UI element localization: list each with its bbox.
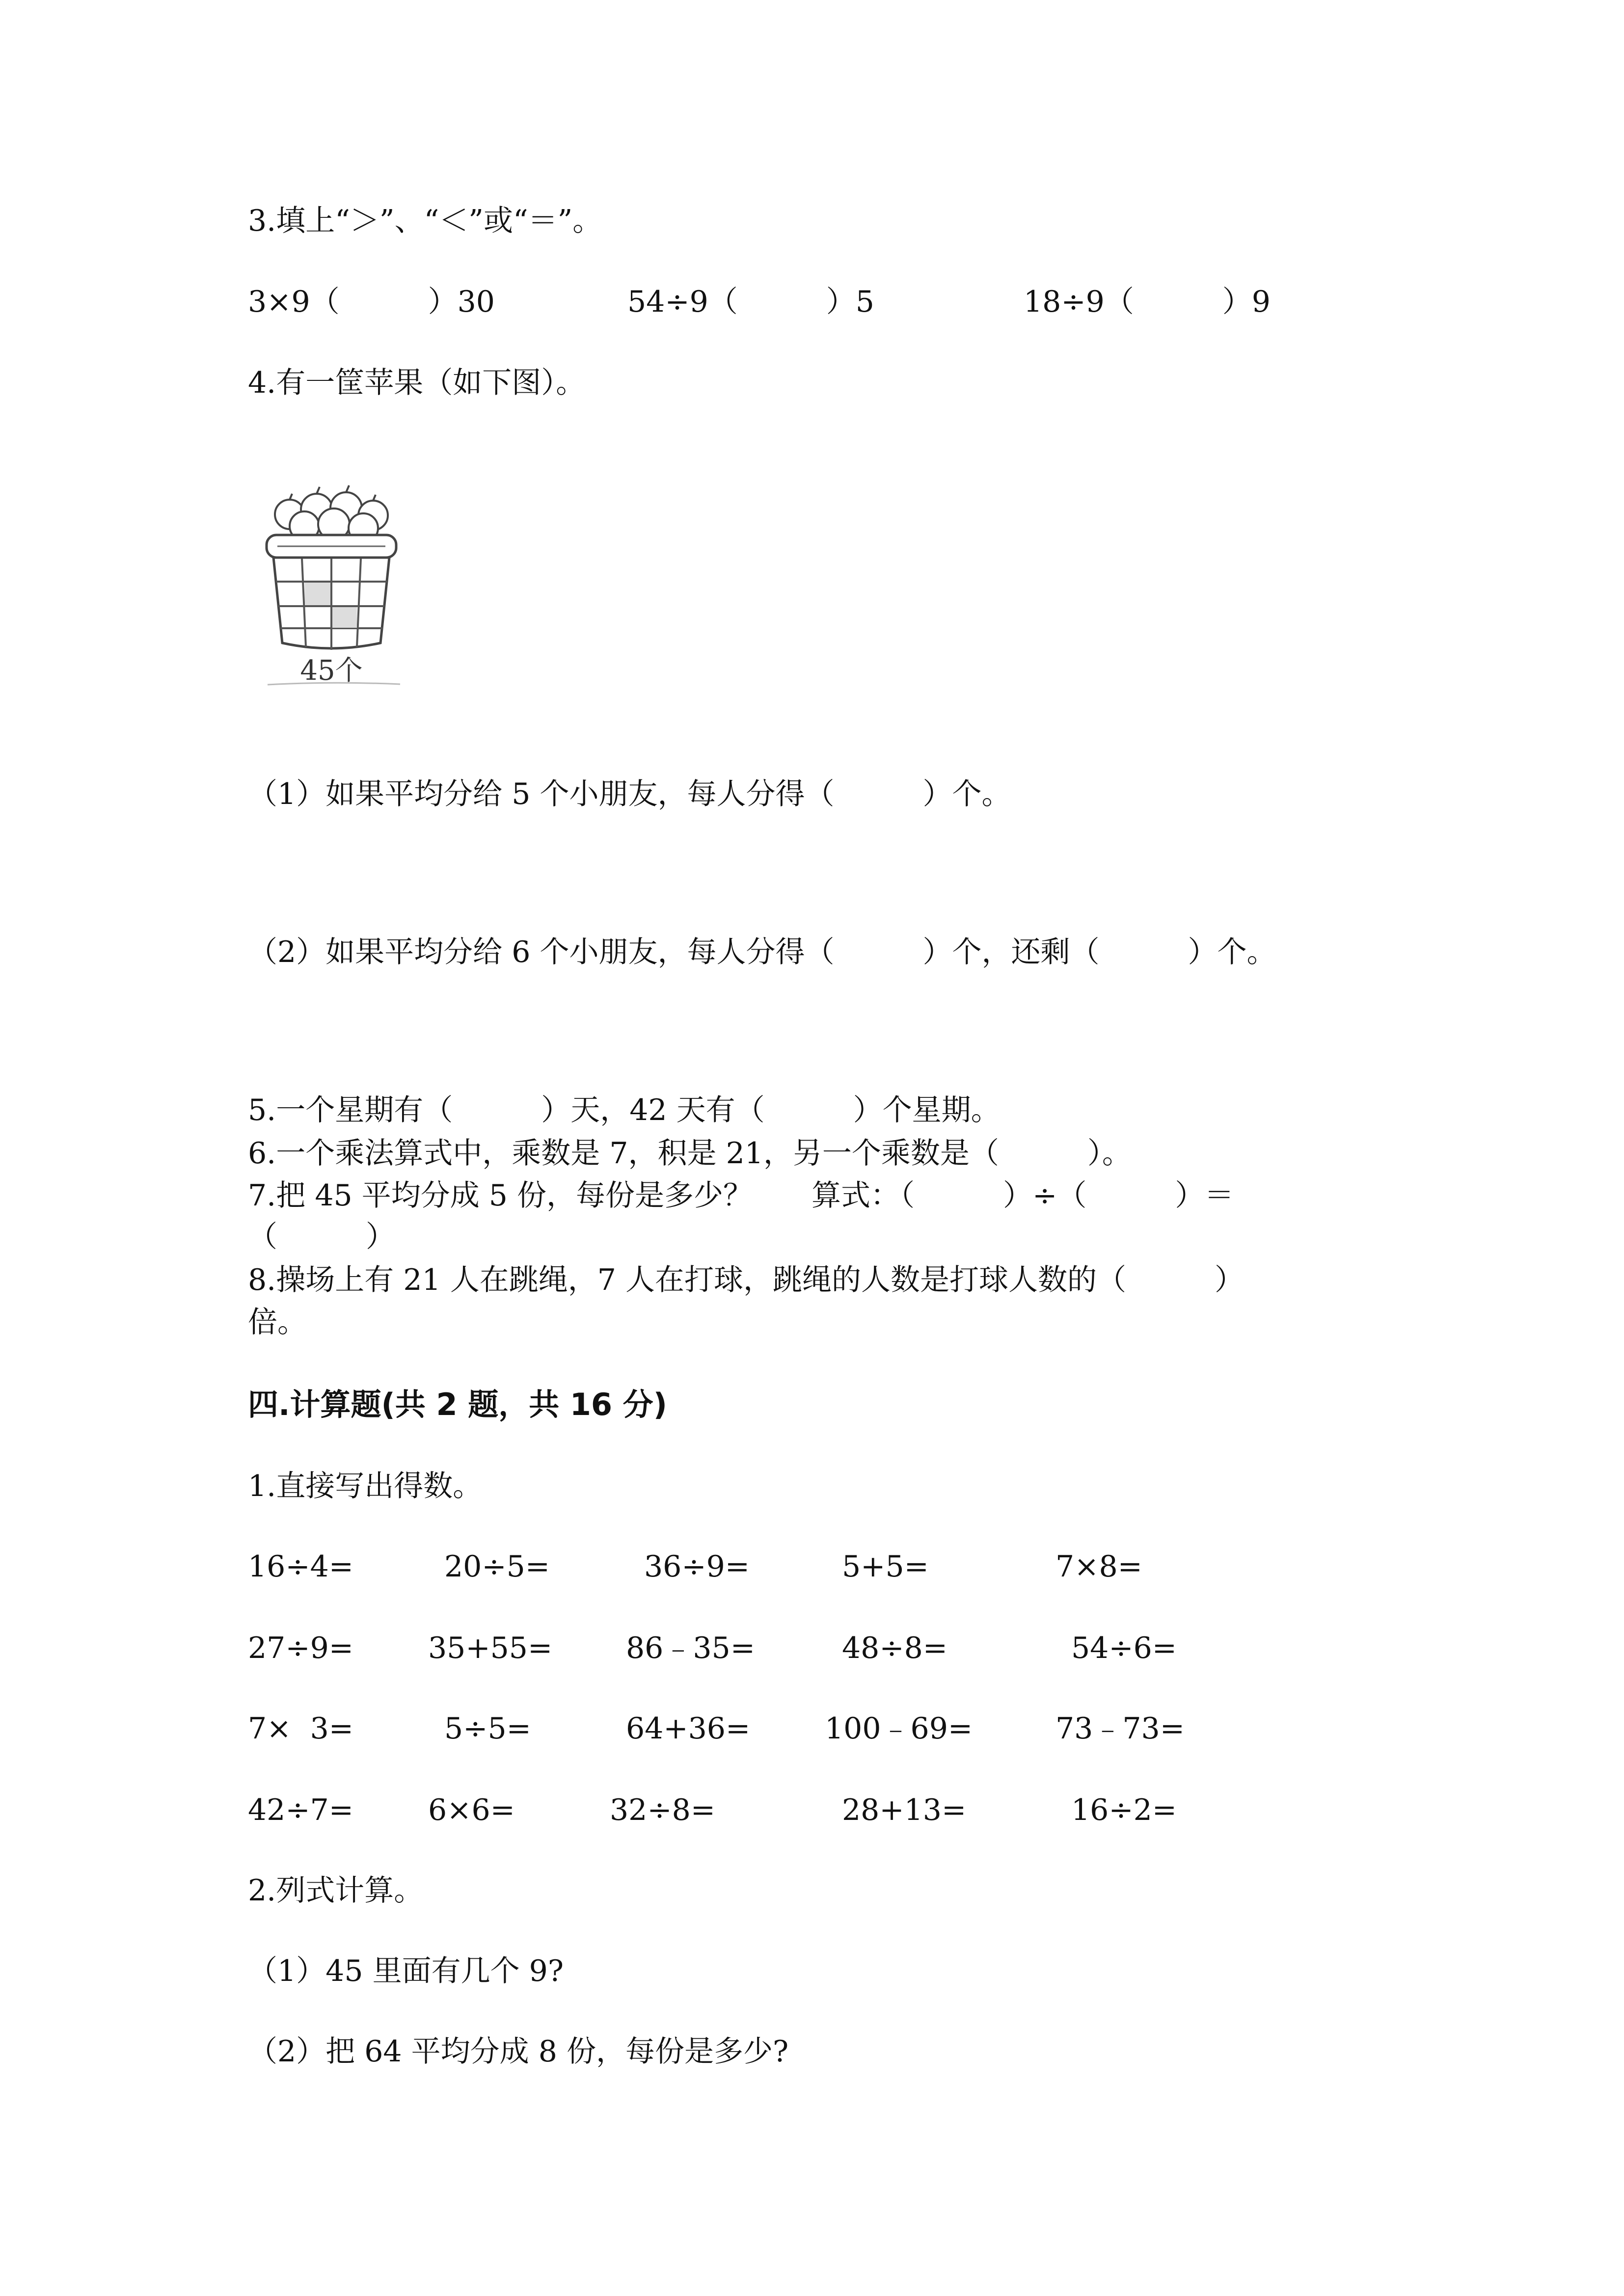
question-6: 6.一个乘法算式中，乘数是 7，积是 21，另一个乘数是（ ）。 — [248, 1136, 1132, 1171]
calc-item: 6×6= — [428, 1793, 515, 1827]
question-4-title: 4.有一筐苹果（如下图）。 — [248, 366, 586, 400]
calc-item: 5÷5= — [444, 1711, 531, 1746]
calc-item: 20÷5= — [444, 1549, 550, 1584]
calc-question-1-title: 1.直接写出得数。 — [248, 1469, 483, 1503]
calc-item: 54÷6= — [1071, 1631, 1177, 1665]
calc-item: 64+36= — [626, 1711, 751, 1746]
calc-item: 5+5= — [842, 1549, 929, 1584]
question-4-sub-2: （2）如果平均分给 6 个小朋友，每人分得（ ）个，还剩（ ）个。 — [248, 935, 1276, 969]
calc-item: 16÷2= — [1071, 1793, 1177, 1827]
question-7-line-1: 7.把 45 平均分成 5 份，每份是多少？ 算式：（ ）÷（ ）＝ — [248, 1178, 1234, 1213]
calc-question-2-sub-2: （2）把 64 平均分成 8 份，每份是多少? — [248, 2034, 789, 2069]
question-8-line-2: 倍。 — [248, 1305, 307, 1339]
question-4-sub-1: （1）如果平均分给 5 个小朋友，每人分得（ ）个。 — [248, 777, 1011, 811]
calc-question-2-title: 2.列式计算。 — [248, 1873, 424, 1908]
calc-item: 16÷4= — [248, 1549, 354, 1584]
comparison-item-2: 54÷9（ ）5 — [627, 285, 874, 319]
section-4-title: 四.计算题(共 2 题，共 16 分) — [248, 1387, 667, 1422]
calc-item: 28+13= — [842, 1793, 967, 1827]
comparison-item-1: 3×9（ ）30 — [248, 285, 495, 319]
calc-item: 32÷8= — [610, 1793, 716, 1827]
calc-item: 48÷8= — [842, 1631, 948, 1665]
calc-item: 73﹣73= — [1056, 1711, 1185, 1746]
question-5: 5.一个星期有（ ）天，42 天有（ ）个星期。 — [248, 1093, 1001, 1127]
basket-count-label: 45个 — [300, 655, 363, 687]
calc-item: 7× 3= — [248, 1711, 354, 1746]
calc-item: 42÷7= — [248, 1793, 354, 1827]
calc-item: 100﹣69= — [825, 1711, 973, 1746]
calc-question-2-sub-1: （1）45 里面有几个 9? — [248, 1954, 564, 1988]
calc-item: 27÷9= — [248, 1631, 354, 1665]
question-3-title: 3.填上“＞”、“＜”或“＝”。 — [248, 204, 602, 238]
question-7-line-2: （ ） — [248, 1220, 395, 1254]
comparison-item-3: 18÷9（ ）9 — [1024, 285, 1271, 319]
apple-basket-icon — [258, 481, 405, 697]
question-8-line-1: 8.操场上有 21 人在跳绳，7 人在打球，跳绳的人数是打球人数的（ ） — [248, 1263, 1244, 1297]
calc-item: 35+55= — [428, 1631, 553, 1665]
calc-item: 7×8= — [1056, 1549, 1142, 1584]
calc-item: 86﹣35= — [626, 1631, 755, 1665]
calc-item: 36÷9= — [644, 1549, 750, 1584]
